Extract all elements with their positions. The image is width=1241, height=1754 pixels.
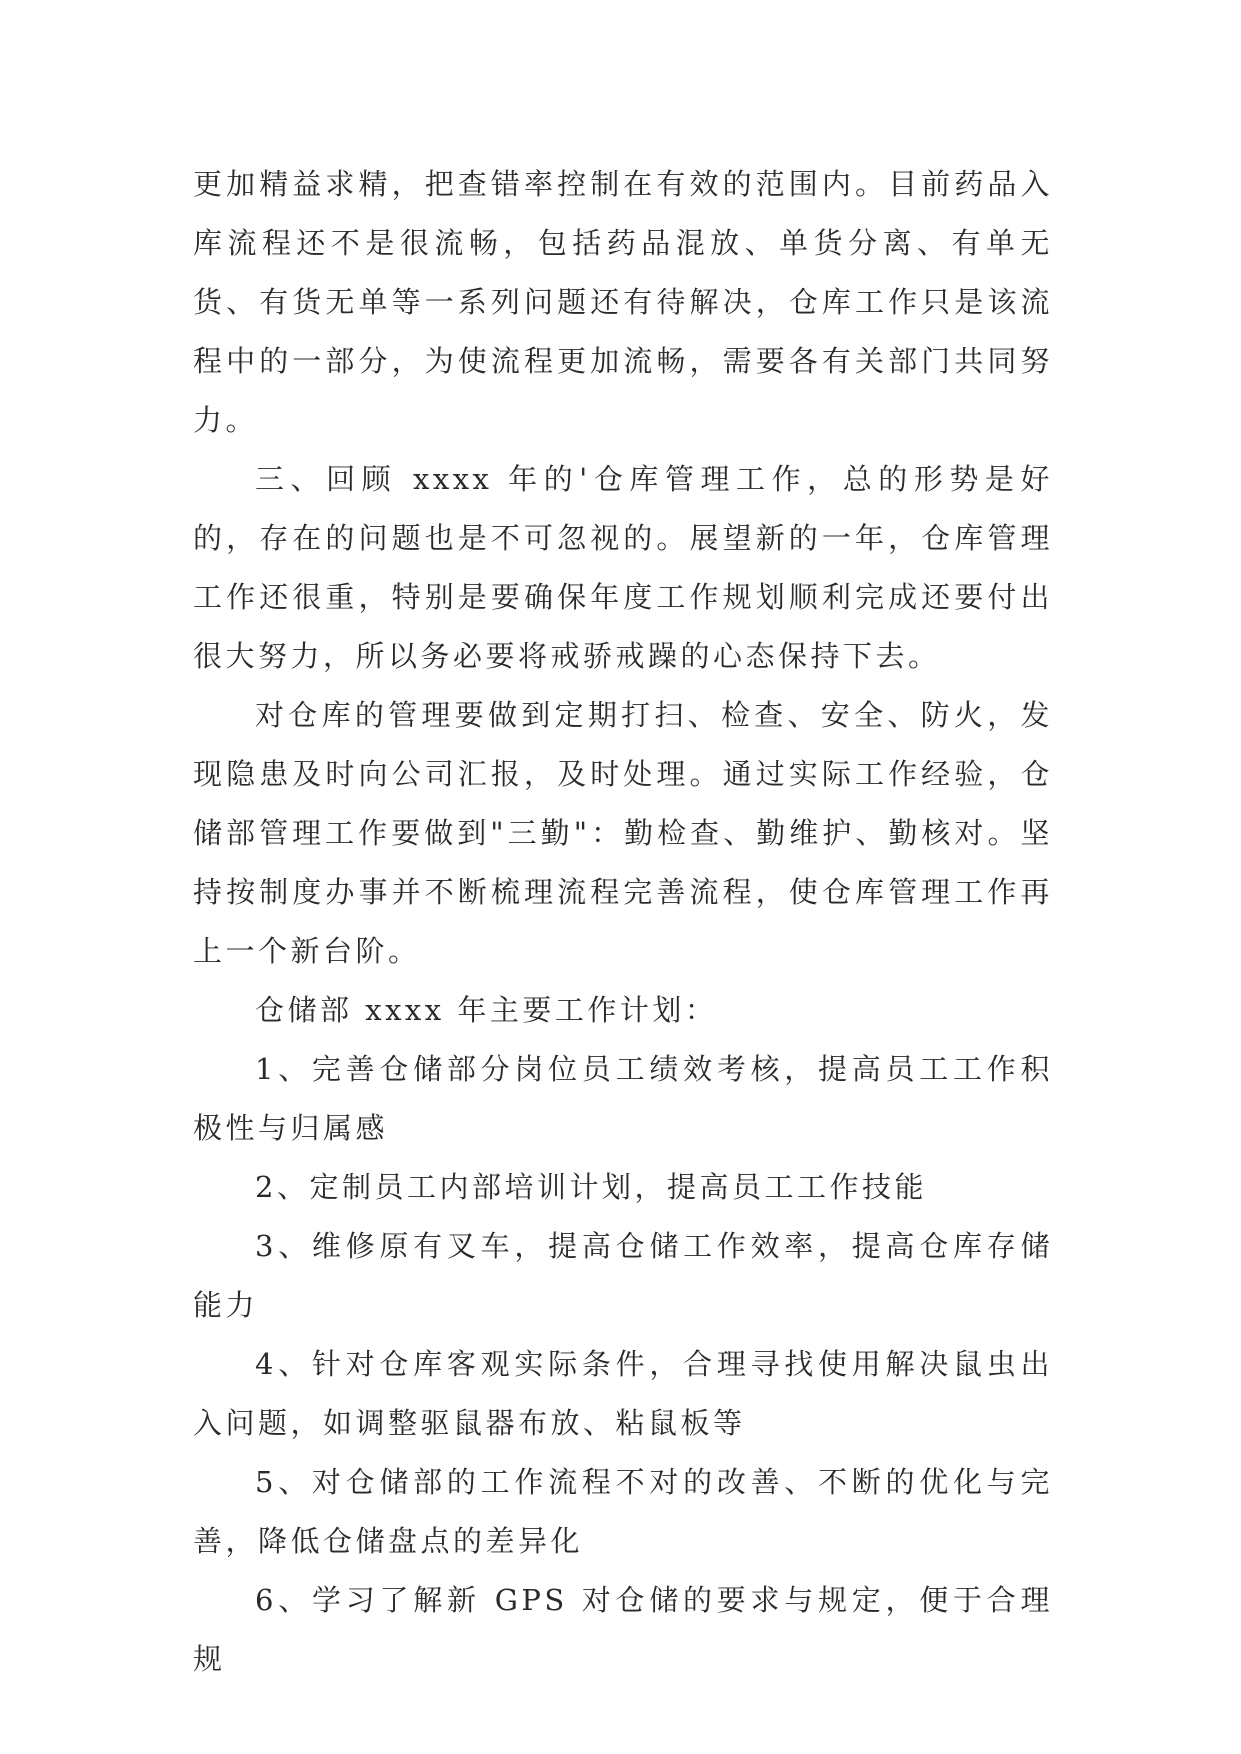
- paragraph-continuation: 更加精益求精，把查错率控制在有效的范围内。目前药品入库流程还不是很流畅，包括药品混放、单货分离、有单无货、有货无单等一系列问题还有待解决，仓库工作只是该流程中的一部分，为使流程更加流畅，需要各有关部门共同努力。: [193, 167, 1053, 437]
- plan-item-1: 1、完善仓储部分岗位员工绩效考核，提高员工工作积极性与归属感: [193, 1052, 1053, 1145]
- plan-item-4: 4、针对仓库客观实际条件，合理寻找使用解决鼠虫出入问题，如调整驱鼠器布放、粘鼠板等: [193, 1347, 1053, 1440]
- plan-item-5: 5、对仓储部的工作流程不对的改善、不断的优化与完善，降低仓储盘点的差异化: [193, 1465, 1053, 1558]
- plan-item-6: 6、学习了解新 GPS 对仓储的要求与规定，便于合理规: [193, 1583, 1053, 1676]
- paragraph-review: 三、回顾 xxxx 年的'仓库管理工作，总的形势是好的，存在的问题也是不可忽视的。展望新的一年，仓库管理工作还很重，特别是要确保年度工作规划顺利完成还要付出很大努力，所以务必要将戒骄戒躁的心态保持下去。: [193, 462, 1053, 673]
- plan-item-3: 3、维修原有叉车，提高仓储工作效率，提高仓库存储能力: [193, 1229, 1053, 1322]
- paragraph-plan-heading: 仓储部 xxxx 年主要工作计划：: [255, 993, 718, 1027]
- paragraph-management: 对仓库的管理要做到定期打扫、检查、安全、防火，发现隐患及时向公司汇报，及时处理。通过实际工作经验，仓储部管理工作要做到"三勤"：勤检查、勤维护、勤核对。坚持按制度办事并不断梳理流程完善流程，使仓库管理工作再上一个新台阶。: [193, 698, 1053, 968]
- document-body: [193, 155, 1053, 1689]
- plan-item-2: 2、定制员工内部培训计划，提高员工工作技能: [255, 1170, 927, 1204]
